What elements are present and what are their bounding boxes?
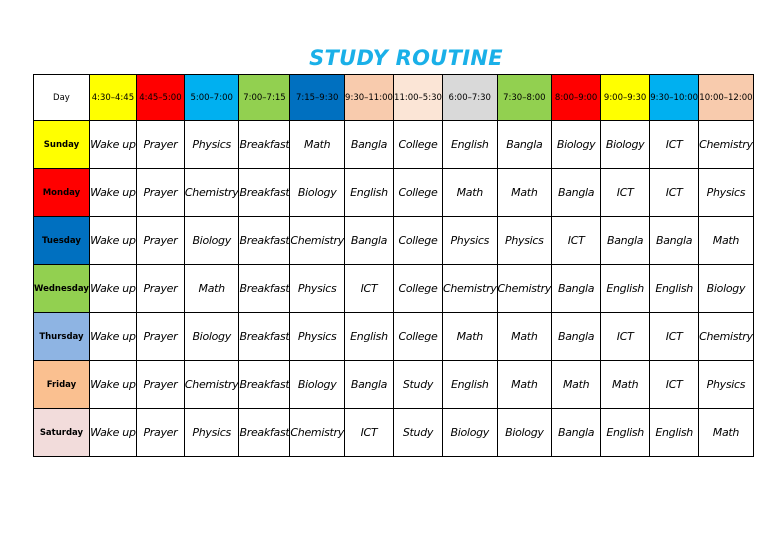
activity-cell: English — [650, 265, 699, 313]
activity-cell: Bangla — [344, 217, 393, 265]
activity-cell: Physics — [184, 409, 239, 457]
header-time-slot: 9:30–11:00 — [344, 75, 393, 121]
activity-cell: Prayer — [136, 361, 184, 409]
header-time-slot: 7:30–8:00 — [497, 75, 552, 121]
activity-cell: Study — [393, 361, 442, 409]
activity-cell: English — [601, 265, 650, 313]
activity-cell: ICT — [601, 169, 650, 217]
header-time-slot: 8:00–9:00 — [552, 75, 601, 121]
activity-cell: ICT — [650, 361, 699, 409]
activity-cell: Breakfast — [239, 313, 290, 361]
activity-cell: Breakfast — [239, 409, 290, 457]
activity-cell: Chemistry — [699, 121, 754, 169]
activity-cell: Wake up — [89, 121, 136, 169]
activity-cell: Bangla — [344, 121, 393, 169]
activity-cell: Math — [290, 121, 345, 169]
activity-cell: ICT — [601, 313, 650, 361]
activity-cell: English — [442, 121, 497, 169]
activity-cell: Chemistry — [184, 361, 239, 409]
activity-cell: College — [393, 169, 442, 217]
activity-cell: Prayer — [136, 265, 184, 313]
activity-cell: Study — [393, 409, 442, 457]
activity-cell: Wake up — [89, 265, 136, 313]
activity-cell: Bangla — [497, 121, 552, 169]
header-time-slot: 7:15–9:30 — [290, 75, 345, 121]
activity-cell: Math — [442, 169, 497, 217]
activity-cell: Biology — [699, 265, 754, 313]
activity-cell: Physics — [290, 313, 345, 361]
activity-cell: Bangla — [552, 313, 601, 361]
activity-cell: Bangla — [552, 409, 601, 457]
header-time-slot: 11:00–5:30 — [393, 75, 442, 121]
header-time-slot: 6:00–7:30 — [442, 75, 497, 121]
table-row — [34, 121, 754, 169]
activity-cell: Wake up — [89, 169, 136, 217]
activity-cell: Prayer — [136, 313, 184, 361]
activity-cell: Physics — [442, 217, 497, 265]
activity-cell: Prayer — [136, 409, 184, 457]
day-cell: Thursday — [34, 313, 90, 361]
activity-cell: English — [344, 169, 393, 217]
activity-cell: College — [393, 121, 442, 169]
activity-cell: Physics — [699, 361, 754, 409]
activity-cell: Math — [497, 169, 552, 217]
activity-cell: ICT — [552, 217, 601, 265]
table-row — [34, 409, 754, 457]
activity-cell: Wake up — [89, 313, 136, 361]
day-cell: Friday — [34, 361, 90, 409]
activity-cell: Prayer — [136, 121, 184, 169]
header-time-slot: 5:00–7:00 — [184, 75, 239, 121]
activity-cell: Wake up — [89, 409, 136, 457]
header-time-slot: 10:00–12:00 — [699, 75, 754, 121]
activity-cell: Breakfast — [239, 169, 290, 217]
day-cell: Sunday — [34, 121, 90, 169]
table-row — [34, 217, 754, 265]
activity-cell: ICT — [650, 121, 699, 169]
day-cell: Tuesday — [34, 217, 90, 265]
day-cell: Saturday — [34, 409, 90, 457]
header-time-slot: 4:45–5:00 — [136, 75, 184, 121]
activity-cell: Bangla — [552, 265, 601, 313]
activity-cell: Biology — [184, 313, 239, 361]
header-time-slot: 7:00–7:15 — [239, 75, 290, 121]
activity-cell: ICT — [650, 169, 699, 217]
table-row — [34, 313, 754, 361]
activity-cell: Chemistry — [290, 409, 345, 457]
activity-cell: Biology — [442, 409, 497, 457]
activity-cell: Chemistry — [290, 217, 345, 265]
activity-cell: ICT — [344, 265, 393, 313]
activity-cell: Math — [497, 361, 552, 409]
activity-cell: Math — [699, 217, 754, 265]
activity-cell: Biology — [290, 361, 345, 409]
activity-cell: Bangla — [344, 361, 393, 409]
activity-cell: College — [393, 265, 442, 313]
activity-cell: ICT — [344, 409, 393, 457]
activity-cell: English — [344, 313, 393, 361]
activity-cell: Breakfast — [239, 265, 290, 313]
activity-cell: English — [442, 361, 497, 409]
activity-cell: English — [650, 409, 699, 457]
activity-cell: Wake up — [89, 217, 136, 265]
table-row — [34, 361, 754, 409]
activity-cell: Biology — [290, 169, 345, 217]
header-row — [34, 75, 754, 121]
activity-cell: Bangla — [552, 169, 601, 217]
header-day-label: Day — [34, 75, 90, 121]
activity-cell: College — [393, 313, 442, 361]
activity-cell: Math — [442, 313, 497, 361]
activity-cell: Physics — [497, 217, 552, 265]
activity-cell: English — [601, 409, 650, 457]
table-row — [34, 169, 754, 217]
activity-cell: Chemistry — [442, 265, 497, 313]
activity-cell: Breakfast — [239, 121, 290, 169]
activity-cell: Math — [184, 265, 239, 313]
activity-cell: Wake up — [89, 361, 136, 409]
activity-cell: Biology — [552, 121, 601, 169]
activity-cell: Math — [699, 409, 754, 457]
day-cell: Wednesday — [34, 265, 90, 313]
activity-cell: Math — [552, 361, 601, 409]
activity-cell: Biology — [601, 121, 650, 169]
activity-cell: Chemistry — [699, 313, 754, 361]
activity-cell: Chemistry — [184, 169, 239, 217]
header-time-slot: 9:00–9:30 — [601, 75, 650, 121]
activity-cell: Bangla — [601, 217, 650, 265]
activity-cell: Biology — [497, 409, 552, 457]
activity-cell: Physics — [184, 121, 239, 169]
activity-cell: Math — [497, 313, 552, 361]
routine-table — [33, 74, 754, 457]
page-title: STUDY ROUTINE — [309, 46, 503, 70]
activity-cell: College — [393, 217, 442, 265]
activity-cell: Biology — [184, 217, 239, 265]
table-row — [34, 265, 754, 313]
activity-cell: ICT — [650, 313, 699, 361]
activity-cell: Breakfast — [239, 217, 290, 265]
header-time-slot: 9:30–10:00 — [650, 75, 699, 121]
activity-cell: Physics — [290, 265, 345, 313]
activity-cell: Chemistry — [497, 265, 552, 313]
activity-cell: Prayer — [136, 169, 184, 217]
activity-cell: Physics — [699, 169, 754, 217]
header-time-slot: 4:30–4:45 — [89, 75, 136, 121]
activity-cell: Bangla — [650, 217, 699, 265]
activity-cell: Breakfast — [239, 361, 290, 409]
activity-cell: Prayer — [136, 217, 184, 265]
activity-cell: Math — [601, 361, 650, 409]
day-cell: Monday — [34, 169, 90, 217]
